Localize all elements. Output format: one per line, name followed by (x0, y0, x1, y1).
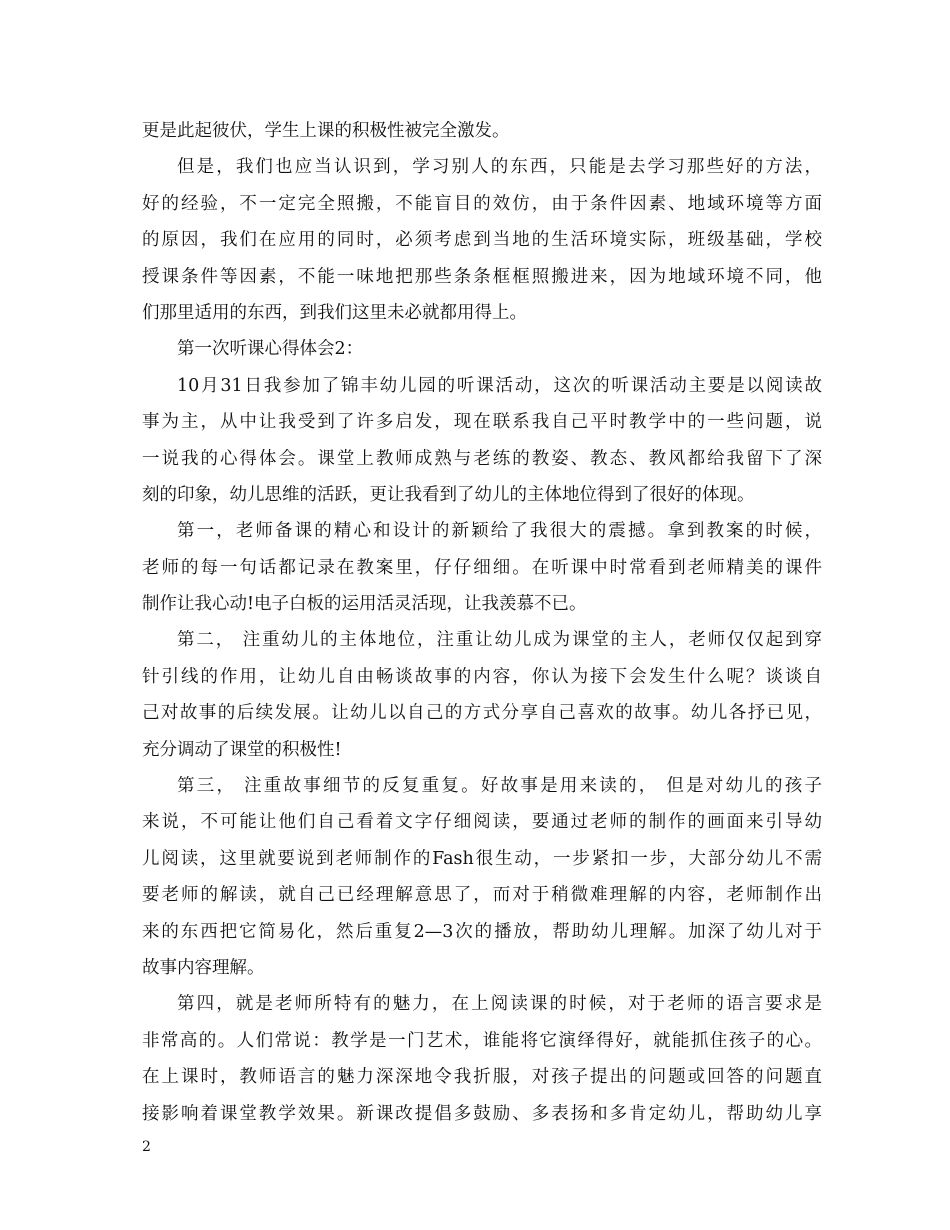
text-line: 10月31日我参加了锦丰幼儿园的听课活动，这次的听课活动主要是以阅读故 (177, 375, 822, 396)
text-line: 刻的印象，幼儿思维的活跃，更让我看到了幼儿的主体地位得到了很好的体现。 (142, 484, 755, 505)
text-line: 制作让我心动!电子白板的运用活灵活现，让我羡慕不已。 (142, 594, 587, 615)
text-line: 但是，我们也应当认识到，学习别人的东西，只能是去学习那些好的方法， (177, 157, 822, 178)
text-line: 在上课时，教师语言的魅力深深地令我折服，对孩子提出的问题或回答的问题直 (142, 1067, 822, 1088)
text-line: 老师的每一句话都记录在教案里，仔仔细细。在听课中时常看到老师精美的课件 (142, 557, 822, 578)
text-line: 充分调动了课堂的积极性! (142, 739, 342, 760)
section-heading: 第一次听课心得体会2： (177, 339, 364, 360)
text-line: 要老师的解读，就自己已经理解意思了，而对于稍微难理解的内容，老师制作出 (142, 885, 822, 906)
page-number: 2 (142, 1139, 151, 1155)
text-line: 非常高的。人们常说：教学是一门艺术，谁能将它演绎得好，就能抓住孩子的心。 (142, 1030, 822, 1051)
text-line: 第一，老师备课的精心和设计的新颖给了我很大的震撼。拿到教案的时候， (177, 521, 822, 542)
text-line: 第四，就是老师所特有的魅力，在上阅读课的时候，对于老师的语言要求是 (177, 994, 822, 1015)
text-line: 接影响着课堂教学效果。新课改提倡多鼓励、多表扬和多肯定幼儿，帮助幼儿享 (142, 1103, 822, 1124)
text-line: 好的经验，不一定完全照搬，不能盲目的效仿，由于条件因素、地域环境等方面 (142, 193, 822, 214)
text-line: 第三， 注重故事细节的反复重复。好故事是用来读的， 但是对幼儿的孩子 (177, 776, 822, 797)
text-line: 己对故事的后续发展。让幼儿以自己的方式分享自己喜欢的故事。幼儿各抒已见， (142, 703, 822, 724)
text-line: 更是此起彼伏，学生上课的积极性被完全激发。 (142, 121, 510, 141)
text-line: 来说，不可能让他们自己看着文字仔细阅读，要通过老师的制作的画面来引导幼 (142, 812, 822, 833)
text-line: 一说我的心得体会。课堂上教师成熟与老练的教姿、教态、教风都给我留下了深 (142, 448, 822, 469)
text-line: 第二， 注重幼儿的主体地位，注重让幼儿成为课堂的主人，老师仅仅起到穿 (177, 630, 822, 651)
text-line: 事为主，从中让我受到了许多启发，现在联系我自己平时教学中的一些问题，说 (142, 412, 822, 433)
text-line: 授课条件等因素，不能一味地把那些条条框框照搬进来，因为地域环境不同，他 (142, 266, 822, 287)
text-line: 的原因，我们在应用的同时，必须考虑到当地的生活环境实际，班级基础，学校 (142, 230, 822, 251)
text-line: 来的东西把它简易化，然后重复2—3次的播放，帮助幼儿理解。加深了幼儿对于 (142, 921, 822, 942)
text-line: 儿阅读，这里就要说到老师制作的Fash很生动，一步紧扣一步，大部分幼儿不需 (142, 848, 822, 869)
text-line: 们那里适用的东西，到我们这里未必就都用得上。 (142, 302, 527, 323)
text-line: 故事内容理解。 (142, 957, 265, 978)
body-text (142, 113, 822, 1132)
text-line: 针引线的作用，让幼儿自由畅谈故事的内容，你认为接下会发生什么呢？谈谈自 (142, 666, 822, 687)
